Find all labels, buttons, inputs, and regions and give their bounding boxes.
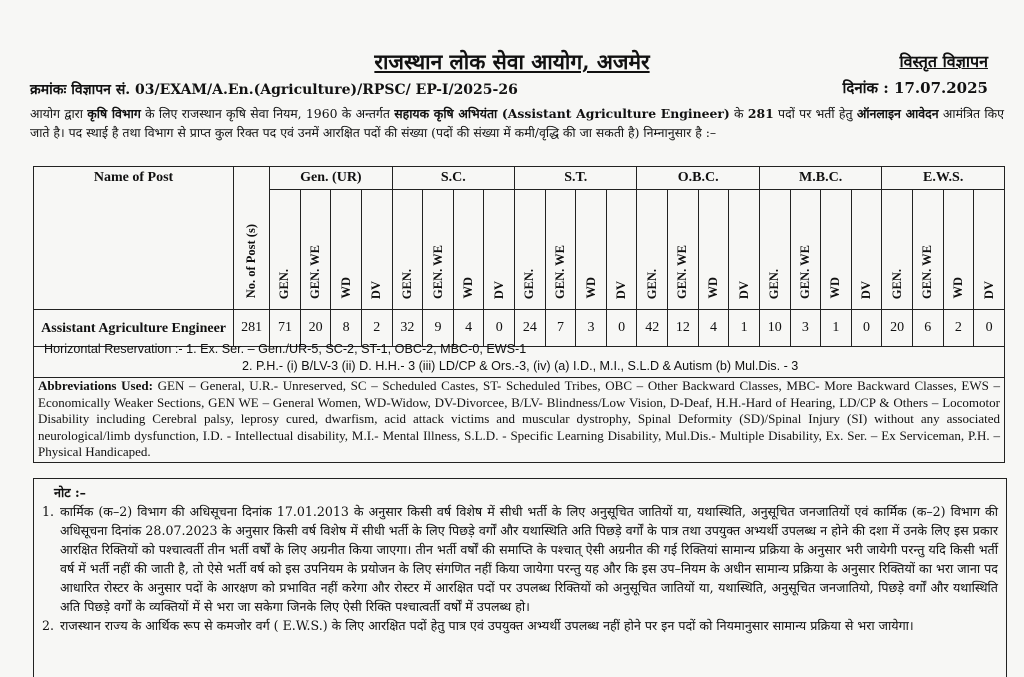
horizontal-reservation (33, 341, 1005, 378)
subcol-header: GEN. (882, 190, 913, 310)
vacancy-value-cell: 9 (423, 310, 454, 347)
subcol-header: GEN. (637, 190, 668, 310)
vacancy-value-cell: 6 (912, 310, 943, 347)
date-label: दिनांक : (842, 79, 889, 97)
reference-value: विज्ञापन सं. 03/EXAM/A.En.(Agriculture)/RPSC/ EP-I/2025-26 (71, 82, 518, 98)
vacancy-value-cell: 20 (300, 310, 331, 347)
vacancy-value-cell: 7 (545, 310, 576, 347)
subcol-header: WD (576, 190, 607, 310)
group-header: E.W.S. (882, 167, 1005, 190)
subcol-header: DV (974, 190, 1005, 310)
abbreviations-label: Abbreviations Used: (38, 378, 153, 393)
vacancy-value-cell: 12 (668, 310, 699, 347)
note-number: 1. (42, 504, 55, 519)
reference-number (30, 80, 518, 99)
subcol-header: GEN. WE (545, 190, 576, 310)
group-header: S.C. (392, 167, 514, 190)
vacancy-value-cell: 0 (974, 310, 1005, 347)
vacancy-value-cell: 0 (484, 310, 515, 347)
vacancy-value-cell: 3 (576, 310, 607, 347)
abbreviations-block (33, 378, 1005, 463)
vacancy-value-cell: 2 (361, 310, 392, 347)
note-text: राजस्थान राज्य के आर्थिक रूप से कमजोर वर्ग ( E.W.S.) के लिए आरक्षित पदों हेतु पात्र एवं उपयुक्त अभ्यर्थी उपलब्ध नहीं होने पर इन पदों को नियमानुसार सामान्य प्रक्रिया से भरा जायेगा। (60, 618, 914, 633)
subcol-header: GEN. (515, 190, 546, 310)
subcol-header: GEN. WE (668, 190, 699, 310)
horizontal-reservation-line-1: Horizontal Reservation :- 1. Ex. Ser. – Gen./UR-5, SC-2, ST-1, OBC-2, MBC-0, EWS-1 (44, 342, 527, 356)
subcol-header: WD (821, 190, 852, 310)
subcol-header: WD (698, 190, 729, 310)
horizontal-reservation-line-2: 2. P.H.- (i) B/LV-3 (ii) D. H.H.- 3 (iii) LD/CP & Ors.-3, (iv) (a) I.D., M.I., S.L.D & Autism (b) Mul.Dis. - 3 (242, 359, 799, 373)
advertisement-date (842, 78, 988, 98)
group-header: S.T. (515, 167, 637, 190)
notes-box (33, 478, 1007, 677)
subcol-header: GEN. WE (423, 190, 454, 310)
note-number: 2. (42, 618, 55, 633)
subcol-header: GEN. (392, 190, 423, 310)
vacancy-value-cell: 0 (606, 310, 637, 347)
vacancy-value-cell: 4 (698, 310, 729, 347)
post-name-cell: Assistant Agriculture Engineer (34, 310, 234, 347)
notes-heading: नोट :– (54, 485, 86, 500)
subcol-header: DV (484, 190, 515, 310)
subcol-header: GEN. WE (912, 190, 943, 310)
subcol-header: DV (729, 190, 760, 310)
page-title: राजस्थान लोक सेवा आयोग, अजमेर (374, 49, 650, 74)
vacancy-value-cell: 42 (637, 310, 668, 347)
col-header-post-name: Name of Post (34, 167, 234, 310)
vacancy-value-cell: 4 (453, 310, 484, 347)
vacancy-value-cell: 1 (729, 310, 760, 347)
subcol-header: DV (361, 190, 392, 310)
vacancy-value-cell: 0 (851, 310, 882, 347)
vacancy-value-cell: 2 (943, 310, 974, 347)
note-text: कार्मिक (क–2) विभाग की अधिसूचना दिनांक 17.01.2013 के अनुसार किसी वर्ष विशेष में सीधी भर्ती के लिए अनुसूचित जातियों या, यथास्थिति, अनुसूचित जनजातियों एवं कार्मिक (क–2) विभाग की अधिसूचना दिनांक 28.07.2023 के अनुसार किसी वर्ष विशेष में सीधी भर्ती के लिए पिछड़े वर्गों और यथास्थिति अति पिछड़े वर्गों के पात्र तथा उपयुक्त अभ्यर्थी उपलब्ध न होने की दशा में उनके लिए इस प्रकार आरक्षित रिक्तियों को पश्चात्वर्ती तीन भर्ती वर्षों के लिए अग्रनीत किया जाएगा। तीन भर्ती वर्षों की समाप्ति के पश्चात् ऐसी अग्रनीत की गई रिक्तियां सामान्य प्रक्रिया के अनुसार भरी जायेगी परन्तु यदि किसी भर्ती वर्ष में भर्ती नहीं की जाती है, तो ऐसे भर्ती वर्ष को इस उपनियम के प्रयोजन के लिए संगणित नहीं किया जायेगा परन्तु यह और कि इस उप–नियम के अधीन सामान्य प्रक्रिया के अनुसार रिक्तियों का भरा जाना पद आधारित रोस्टर के अनुसार पदों के आरक्षण को प्रभावित नहीं करेगा और रोस्टर में आरक्षित पदों पर उपलब्ध रिक्तियों को अनुसूचित जातियों या, यथास्थिति, अनुसूचित जनजातियो, पिछड़े वर्गों और यथास्थिति अति पिछड़े वर्गों के व्यक्तियों में से भरा जा सकेगा जिनके लिए ऐसी रिक्ति पश्चात्वर्ती वर्षों में उपलब्ध हो। (60, 504, 998, 614)
group-header: Gen. (UR) (270, 167, 392, 190)
subcol-header: WD (453, 190, 484, 310)
total-posts-cell: 281 (234, 310, 270, 347)
col-header-post-count: No. of Post (s) (234, 167, 270, 310)
vacancy-table (33, 166, 1005, 347)
reference-label: क्रमांकः (30, 82, 67, 98)
date-value: 17.07.2025 (894, 79, 988, 97)
group-header: M.B.C. (759, 167, 881, 190)
subcol-header: GEN. WE (300, 190, 331, 310)
abbreviations-text: GEN – General, U.R.- Unreserved, SC – Scheduled Castes, ST- Scheduled Tribes, OBC – Other Backward Classes, MBC- More Backward Classes, EWS – Economically Weaker Sections, GEN WE – General Women, WD-Widow, DV-Divorcee, B/LV- Blindness/Low Vision, D-Deaf, H.H.-Hard of Hearing, LD/CP & Others – Locomotor Disability including Cerebral palsy, leprosy cured, dwarfism, acid attack victims and muscular dystrophy, Spinal Deformity (SD)/Spinal Injury (SI) without any associated neurological/limb dysfunction, I.D. - Intellectual disability, M.I.- Mental Illness, S.L.D. - Specific Learning Disability, Mul.Dis.- Multiple Disability, Ex. Ser. – Ex Serviceman, P.H. – Physical Handicaped. (38, 378, 1001, 459)
ad-type-label: विस्तृत विज्ञापन (899, 52, 988, 71)
vacancy-value-cell: 71 (270, 310, 301, 347)
subcol-header: DV (606, 190, 637, 310)
subcol-header: GEN. (270, 190, 301, 310)
vacancy-value-cell: 3 (790, 310, 821, 347)
vacancy-value-cell: 1 (821, 310, 852, 347)
vacancy-value-cell: 8 (331, 310, 362, 347)
vacancy-value-cell: 32 (392, 310, 423, 347)
subcol-header: WD (943, 190, 974, 310)
note-item (34, 502, 1006, 616)
subcol-header: GEN. (759, 190, 790, 310)
subcol-header: DV (851, 190, 882, 310)
group-header: O.B.C. (637, 167, 759, 190)
subcol-header: GEN. WE (790, 190, 821, 310)
subcol-header: WD (331, 190, 362, 310)
vacancy-value-cell: 20 (882, 310, 913, 347)
intro-paragraph: आयोग द्वारा कृषि विभाग के लिए राजस्थान कृषि सेवा नियम, 1960 के अन्तर्गत सहायक कृषि अभियंता (Assistant Agriculture Engineer) के 281 पदों पर भर्ती हेतु ऑनलाइन आवेदन आमंत्रित किए जाते है। पद स्थाई है तथा विभाग से प्राप्त कुल रिक्त पद एवं उनमें आरक्षित पदों की संख्या (पदों की संख्या में कमी/वृद्धि की जा सकती है) निम्नानुसार है :– (30, 106, 1004, 140)
vacancy-value-cell: 24 (515, 310, 546, 347)
table-header-row (34, 167, 1005, 190)
note-item (34, 616, 1006, 635)
vacancy-value-cell: 10 (759, 310, 790, 347)
